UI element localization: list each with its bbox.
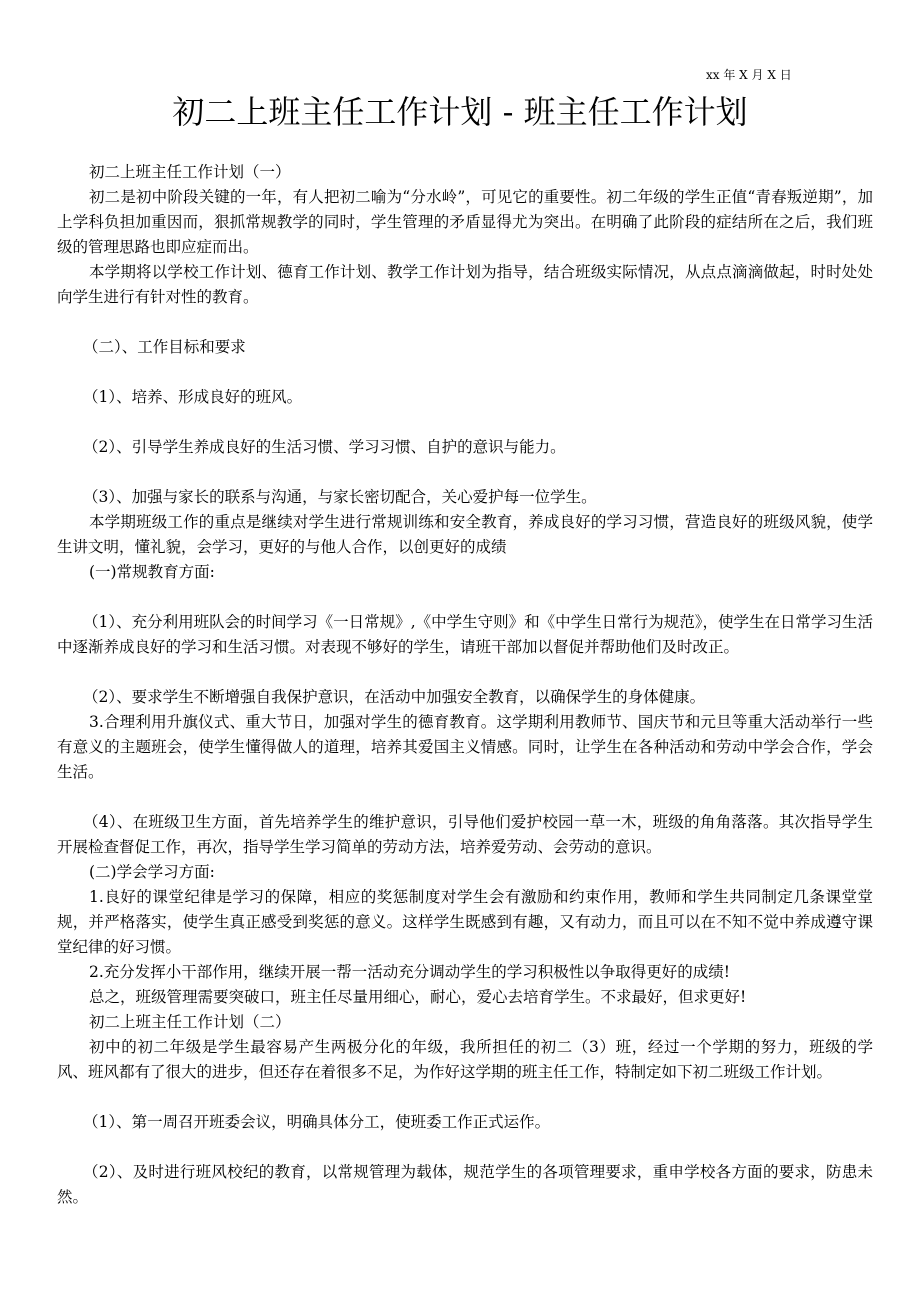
list-item: （2）、引导学生养成良好的生活习惯、学习习惯、自护的意识与能力。: [83, 438, 566, 456]
paragraph: 本学期将以学校工作计划、德育工作计划、教学工作计划为指导，结合班级实际情况，从点点滴滴做起，时时处处向学生进行有针对性的教育。: [57, 263, 873, 306]
paragraph: 初二是初中阶段关键的一年，有人把初二喻为“分水岭”，可见它的重要性。初二年级的学生正值“青春叛逆期”，加上学科负担加重因而，狠抓常规教学的同时，学生管理的矛盾显得尤为突出。在明确了此阶段的症结所在之后，我们班级的管理思路也即应症而出。: [57, 188, 873, 256]
section-heading: （二）、工作目标和要求: [83, 338, 246, 356]
list-item: （2）、要求学生不断增强自我保护意识，在活动中加强安全教育，以确保学生的身体健康。: [83, 688, 706, 706]
list-item: （3）、加强与家长的联系与沟通，与家长密切配合，关心爱护每一位学生。: [83, 488, 597, 506]
list-item: 3.合理利用升旗仪式、重大节日，加强对学生的德育教育。这学期利用教师节、国庆节和元旦等重大活动举行一些有意义的主题班会，使学生懂得做人的道理，培养其爱国主义情感。同时，让学生在各种活动和劳动中学会合作，学会生活。: [57, 713, 873, 781]
section-heading: 初二上班主任工作计划（二）: [89, 1013, 291, 1031]
list-item: （1）、充分利用班队会的时间学习《一日常规》,《中学生守则》和《中学生日常行为规范》，使学生在日常学习生活中逐渐养成良好的学习和生活习惯。对表现不够好的学生，请班干部加以督促并帮助他们及时改正。: [57, 613, 873, 656]
paragraph: 初中的初二年级是学生最容易产生两极分化的年级，我所担任的初二（3）班，经过一个学期的努力，班级的学风、班风都有了很大的进步，但还存在着很多不足，为作好这学期的班主任工作，特制定如下初二班级工作计划。: [57, 1038, 873, 1081]
list-item: （1）、培养、形成良好的班风。: [83, 388, 303, 406]
list-item: 2.充分发挥小干部作用，继续开展一帮一活动充分调动学生的学习积极性以争取得更好的成绩!: [89, 963, 731, 981]
list-item: （4）、在班级卫生方面，首先培养学生的维护意识，引导他们爱护校园一草一木，班级的角角落落。其次指导学生开展检查督促工作，再次，指导学生学习简单的劳动方法，培养爱劳动、会劳动的意识。: [57, 813, 873, 856]
list-item: （1）、第一周召开班委会议，明确具体分工，使班委工作正式运作。: [83, 1113, 551, 1131]
list-item: 1.良好的课堂纪律是学习的保障，相应的奖惩制度对学生会有激励和约束作用，教师和学生共同制定几条课堂堂规，并严格落实，使学生真正感受到奖惩的意义。这样学生既感到有趣，又有动力，而且可以在不知不觉中养成遵守课堂纪律的好习惯。: [57, 888, 873, 956]
document-date: xx 年 X 月 X 日: [706, 68, 792, 82]
document-body: [57, 160, 873, 1210]
document-title: 初二上班主任工作计划 - 班主任工作计划: [172, 93, 748, 131]
section-heading: (一)常规教育方面:: [89, 563, 215, 581]
paragraph: 本学期班级工作的重点是继续对学生进行常规训练和安全教育，养成良好的学习习惯，营造良好的班级风貌，使学生讲文明，懂礼貌，会学习，更好的与他人合作，以创更好的成绩: [57, 513, 873, 556]
list-item: （2）、及时进行班风校纪的教育，以常规管理为载体，规范学生的各项管理要求，重申学校各方面的要求，防患未然。: [57, 1163, 873, 1206]
section-heading: 初二上班主任工作计划（一）: [89, 163, 291, 181]
paragraph: 总之，班级管理需要突破口，班主任尽量用细心，耐心，爱心去培育学生。不求最好，但求更好!: [89, 988, 747, 1006]
section-heading: (二)学会学习方面:: [89, 863, 215, 881]
